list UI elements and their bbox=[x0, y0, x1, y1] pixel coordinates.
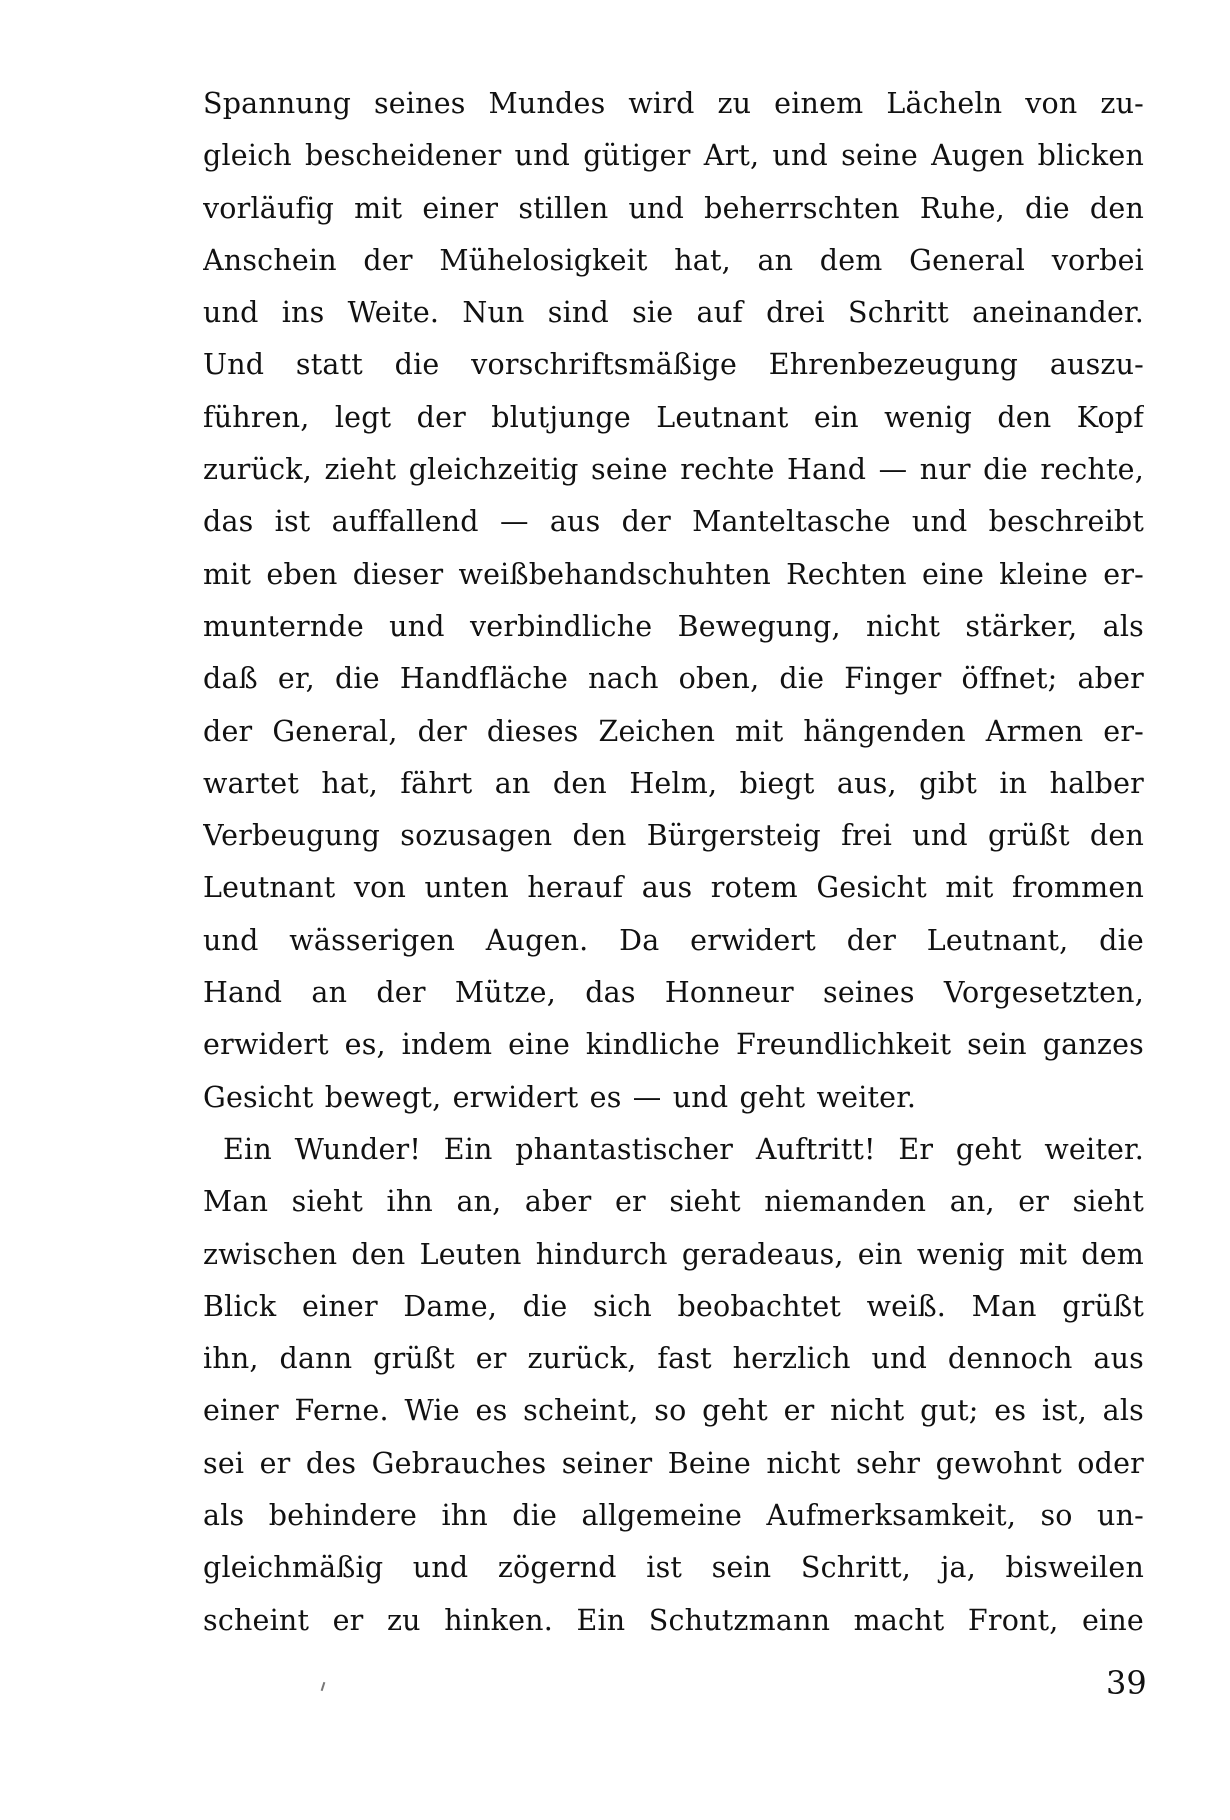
text-line: der General, der dieses Zeichen mit hängenden Armen er- bbox=[203, 714, 1144, 748]
paragraph-1 bbox=[203, 78, 1144, 1124]
body-text bbox=[203, 78, 1144, 1647]
text-line: einer Ferne. Wie es scheint, so geht er nicht gut; es ist, als bbox=[203, 1394, 1144, 1428]
text-line: Und statt die vorschriftsmäßige Ehrenbezeugung auszu- bbox=[203, 348, 1144, 382]
text-line: zurück, zieht gleichzeitig seine rechte Hand — nur die rechte, bbox=[203, 453, 1144, 487]
text-line: Man sieht ihn an, aber er sieht niemanden an, er sieht bbox=[203, 1185, 1144, 1219]
text-line: scheint er zu hinken. Ein Schutzmann macht Front, eine bbox=[203, 1603, 1144, 1637]
page-number: 39 bbox=[1106, 1664, 1147, 1702]
text-line: Verbeugung sozusagen den Bürgersteig frei und grüßt den bbox=[203, 819, 1144, 853]
text-line: Anschein der Mühelosigkeit hat, an dem General vorbei bbox=[203, 243, 1144, 277]
text-line: gleichmäßig und zögernd ist sein Schritt, ja, bisweilen bbox=[203, 1551, 1144, 1585]
text-line: erwidert es, indem eine kindliche Freundlichkeit sein ganzes bbox=[203, 1028, 1144, 1062]
text-line: als behindere ihn die allgemeine Aufmerksamkeit, so un- bbox=[203, 1499, 1144, 1533]
text-line: Hand an der Mütze, das Honneur seines Vorgesetzten, bbox=[203, 976, 1144, 1010]
text-line: munternde und verbindliche Bewegung, nicht stärker, als bbox=[203, 609, 1144, 643]
text-line: Blick einer Dame, die sich beobachtet weiß. Man grüßt bbox=[203, 1289, 1144, 1323]
text-line: Gesicht bewegt, erwidert es — und geht weiter. bbox=[203, 1080, 917, 1114]
paper-speck bbox=[321, 1682, 326, 1691]
text-line: mit eben dieser weißbehandschuhten Rechten eine kleine er- bbox=[203, 557, 1144, 591]
text-line: das ist auffallend — aus der Manteltasche und beschreibt bbox=[203, 505, 1144, 539]
text-line: Leutnant von unten herauf aus rotem Gesicht mit frommen bbox=[203, 871, 1144, 905]
text-line: wartet hat, fährt an den Helm, biegt aus, gibt in halber bbox=[203, 766, 1144, 800]
paragraph-2 bbox=[203, 1124, 1144, 1647]
text-line: zwischen den Leuten hindurch geradeaus, ein wenig mit dem bbox=[203, 1237, 1144, 1271]
text-line: sei er des Gebrauches seiner Beine nicht sehr gewohnt oder bbox=[203, 1446, 1144, 1480]
text-line: Ein Wunder! Ein phantastischer Auftritt! Er geht weiter. bbox=[223, 1132, 1144, 1166]
text-line: ihn, dann grüßt er zurück, fast herzlich und dennoch aus bbox=[203, 1342, 1144, 1376]
text-line: und ins Weite. Nun sind sie auf drei Schritt aneinander. bbox=[203, 296, 1144, 330]
text-line: daß er, die Handfläche nach oben, die Finger öffnet; aber bbox=[203, 662, 1144, 696]
text-line: vorläufig mit einer stillen und beherrschten Ruhe, die den bbox=[203, 191, 1144, 225]
text-line: gleich bescheidener und gütiger Art, und seine Augen blicken bbox=[203, 139, 1144, 173]
text-line: führen, legt der blutjunge Leutnant ein wenig den Kopf bbox=[203, 400, 1144, 434]
text-line: und wässerigen Augen. Da erwidert der Leutnant, die bbox=[203, 923, 1144, 957]
text-line: Spannung seines Mundes wird zu einem Lächeln von zu- bbox=[203, 87, 1144, 120]
